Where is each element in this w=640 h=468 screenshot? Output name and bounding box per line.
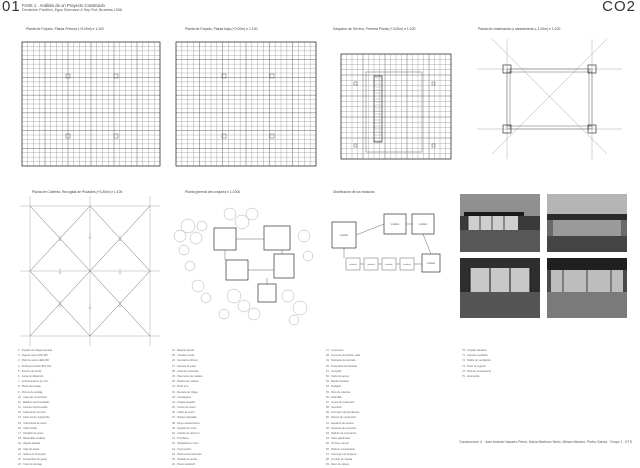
module-label: módulo [403, 264, 411, 266]
legend-item: 49 · Montante de fachada [326, 359, 356, 363]
legend-item: 20 · Viga de atado [18, 447, 40, 451]
legend-item: 18 · Barandilla metálica [18, 437, 46, 441]
credits: Construcción 4 · José Antonio Navarro Pérez, María Martínez Nieto, Miriam Moreno, Pedro García · Grupo 1 · ETS [459, 440, 632, 444]
module-label: módulo [339, 234, 349, 237]
legend-column-4 [462, 349, 602, 380]
photo-interior-1 [460, 258, 540, 318]
legend-item: 51 · Junquillo [326, 369, 342, 373]
terrain-breakdown-plan [326, 34, 466, 174]
legend-item: 46 · Panel sándwich [172, 463, 196, 467]
legend-item: 66 · Relleno compactado [326, 447, 355, 451]
legend-item: 33 · Vierteaguas [172, 395, 191, 399]
panel-title-6: Planta general del conjunto e 1:1000 [185, 190, 241, 194]
legend-item: 25 · Canalón oculto [172, 354, 195, 358]
legend-item: 45 · Sellado de juntas [172, 457, 198, 461]
legend-item: 71 · Cámara ventilada [462, 354, 488, 358]
legend-item: 56 · Albardilla [326, 395, 342, 399]
legend-item: 28 · Colector enterrado [172, 369, 199, 373]
legend-item: 40 · Cartela de refuerzo [172, 432, 200, 435]
panel-title-4: Planta de cimentación y saneamiento (-1,00m) e 1:100 [478, 27, 561, 31]
legend-item: 6 · Junta de dilatación [18, 374, 44, 378]
legend-item: 3 · Pilar de acero HEB 200 [18, 359, 49, 363]
legend-item: 62 · Pasarela de conexión [326, 426, 357, 430]
module-label: módulo [418, 223, 428, 226]
legend-item: 11 · Mallazo electrosoldado [18, 400, 50, 404]
photo-exterior-2 [547, 194, 627, 252]
legend-item: 73 · Pozo de registro [462, 364, 487, 368]
legend-item: 47 · Lucernario [326, 349, 344, 352]
panel-title-5: Planta de Cubierta, Recogida de Pluviales (+6,30m) e 1:100 [32, 190, 123, 194]
panel-title-2: Planta de Forjado, Planta baja (+0,00m) e 1:100 [185, 27, 258, 31]
legend-item: 17 · Peldaño de acero [18, 432, 44, 435]
legend-item: 39 · Angular de unión [172, 426, 197, 430]
framing-plan-ground-floor [170, 34, 320, 174]
legend-item: 27 · Arqueta de paso [172, 364, 197, 368]
legend-item: 65 · Terreno natural [326, 442, 349, 446]
legend-item: 42 · Soldadura en obra [172, 442, 199, 446]
legend-item: 58 · Geotextil [326, 406, 342, 410]
legend-item: 72 · Rejilla de ventilación [462, 359, 491, 363]
legend-item: 35 · Tensor de acero [172, 406, 196, 410]
photo-exterior-1 [460, 194, 540, 252]
legend-item: 2 · Viga de acero IPE 300 [18, 354, 48, 358]
module-label: módulo [426, 262, 436, 265]
legend-item: 70 · Forjado sanitario [462, 349, 487, 352]
legend-column-2 [172, 349, 312, 468]
framing-plan-first-floor [14, 34, 164, 174]
legend-column-3 [326, 349, 466, 468]
legend-item: 5 · Zuncho de borde [18, 369, 42, 373]
legend-item: 7 · Arriostramiento en cruz [18, 380, 49, 384]
photo-interior-2 [547, 258, 627, 318]
legend-item: 75 · Acometida [462, 374, 480, 378]
legend-item: 21 · Solera de hormigón [18, 452, 46, 456]
legend-item: 9 · Pernos de anclaje [18, 390, 43, 394]
legend-item: 4 · Perfil perimetral UPN 160 [18, 364, 52, 368]
legend-item: 23 · Tubo de drenaje [18, 463, 42, 467]
legend-item: 68 · Armado de zapata [326, 457, 353, 461]
panel-title-7: Distribución de los módulos [333, 190, 375, 194]
legend-item: 38 · Apoyo elastomérico [172, 421, 200, 425]
legend-item: 44 · Pintura intumescente [172, 452, 202, 456]
panel-title-3: Despiece de Terreno, Primera Planta (+3,00m) e 1:100 [333, 27, 416, 31]
sheet-code: CO2 [602, 0, 636, 15]
phase-title: FASE 1 · Análisis de un Proyecto Construido [22, 3, 105, 8]
legend-item: 74 · Red de saneamiento [462, 369, 492, 373]
sheet-number: 01 [2, 0, 21, 15]
legend-item: 43 · Imprimación [172, 447, 192, 451]
legend-item: 30 · Rastrel de madera [172, 380, 199, 384]
legend-item: 52 · Calzo de apoyo [326, 374, 350, 378]
legend-item: 15 · Carpintería de acero [18, 421, 47, 425]
legend-item: 34 · Chapa plegada [172, 400, 195, 404]
foundation-plan [472, 34, 627, 164]
legend-item: 26 · Sumidero sifónico [172, 359, 198, 363]
legend-item: 1 · Forjado de chapa grecada [18, 349, 53, 352]
legend-item: 31 · Perfil en L [172, 385, 189, 389]
roof-drainage-plan [20, 196, 160, 346]
legend-item: 12 · Lámina impermeable [18, 406, 48, 410]
legend-item: 57 · Grava de protección [326, 400, 355, 404]
legend-item: 16 · Vidrio doble [18, 426, 37, 430]
legend-item: 59 · Hormigón de pendientes [326, 411, 360, 415]
legend-item: 60 · Murete de contención [326, 416, 357, 420]
legend-item: 54 · Rodapié [326, 385, 341, 389]
module-label: módulo [390, 223, 400, 226]
legend-item: 63 · Módulo de exposición [326, 432, 357, 435]
legend-item: 53 · Banda acústica [326, 380, 349, 384]
module-label: módulo [385, 264, 393, 266]
legend-column-1 [18, 349, 158, 468]
legend-item: 41 · Tornillería [172, 437, 189, 441]
site-plan [168, 196, 318, 336]
panel-title-1: Planta de Forjado, Planta Primera (+3,00m) e 1:100 [26, 27, 104, 31]
legend-item: 69 · Muro de sótano [326, 463, 350, 467]
legend-item: 13 · Aislamiento térmico [18, 411, 46, 415]
legend-item: 48 · Lama de protección solar [326, 354, 361, 358]
module-label: módulo [367, 264, 375, 266]
legend-item: 67 · Hormigón de limpieza [326, 452, 357, 456]
legend-item: 55 · Peto de cubierta [326, 390, 351, 394]
legend-item: 64 · Patio ajardinado [326, 437, 350, 441]
legend-item: 14 · Falso techo registrable [18, 416, 50, 420]
legend-item: 61 · Escalera de acceso [326, 421, 354, 425]
legend-item: 50 · Travesaño de fachada [326, 364, 357, 368]
legend-item: 24 · Bajante pluvial [172, 349, 195, 352]
legend-item: 29 · Pavimento de madera [172, 374, 203, 378]
legend-item: 19 · Zapata aislada [18, 442, 41, 446]
legend-item: 37 · Rótula articulada [172, 416, 197, 420]
legend-item: 36 · Cable de acero [172, 411, 195, 415]
module-distribution-diagram [326, 196, 456, 296]
project-subtitle: Deutscher Pavillion, Egon Eiermann & Sep Ruf, Bruselas 1958 [22, 8, 122, 12]
legend-item: 10 · Capa de compresión [18, 395, 48, 399]
legend-item: 32 · Remate de chapa [172, 390, 198, 394]
legend-item: 8 · Placa de anclaje [18, 385, 41, 389]
module-label: módulo [349, 264, 357, 266]
legend-item: 22 · Encachado de grava [18, 457, 47, 461]
